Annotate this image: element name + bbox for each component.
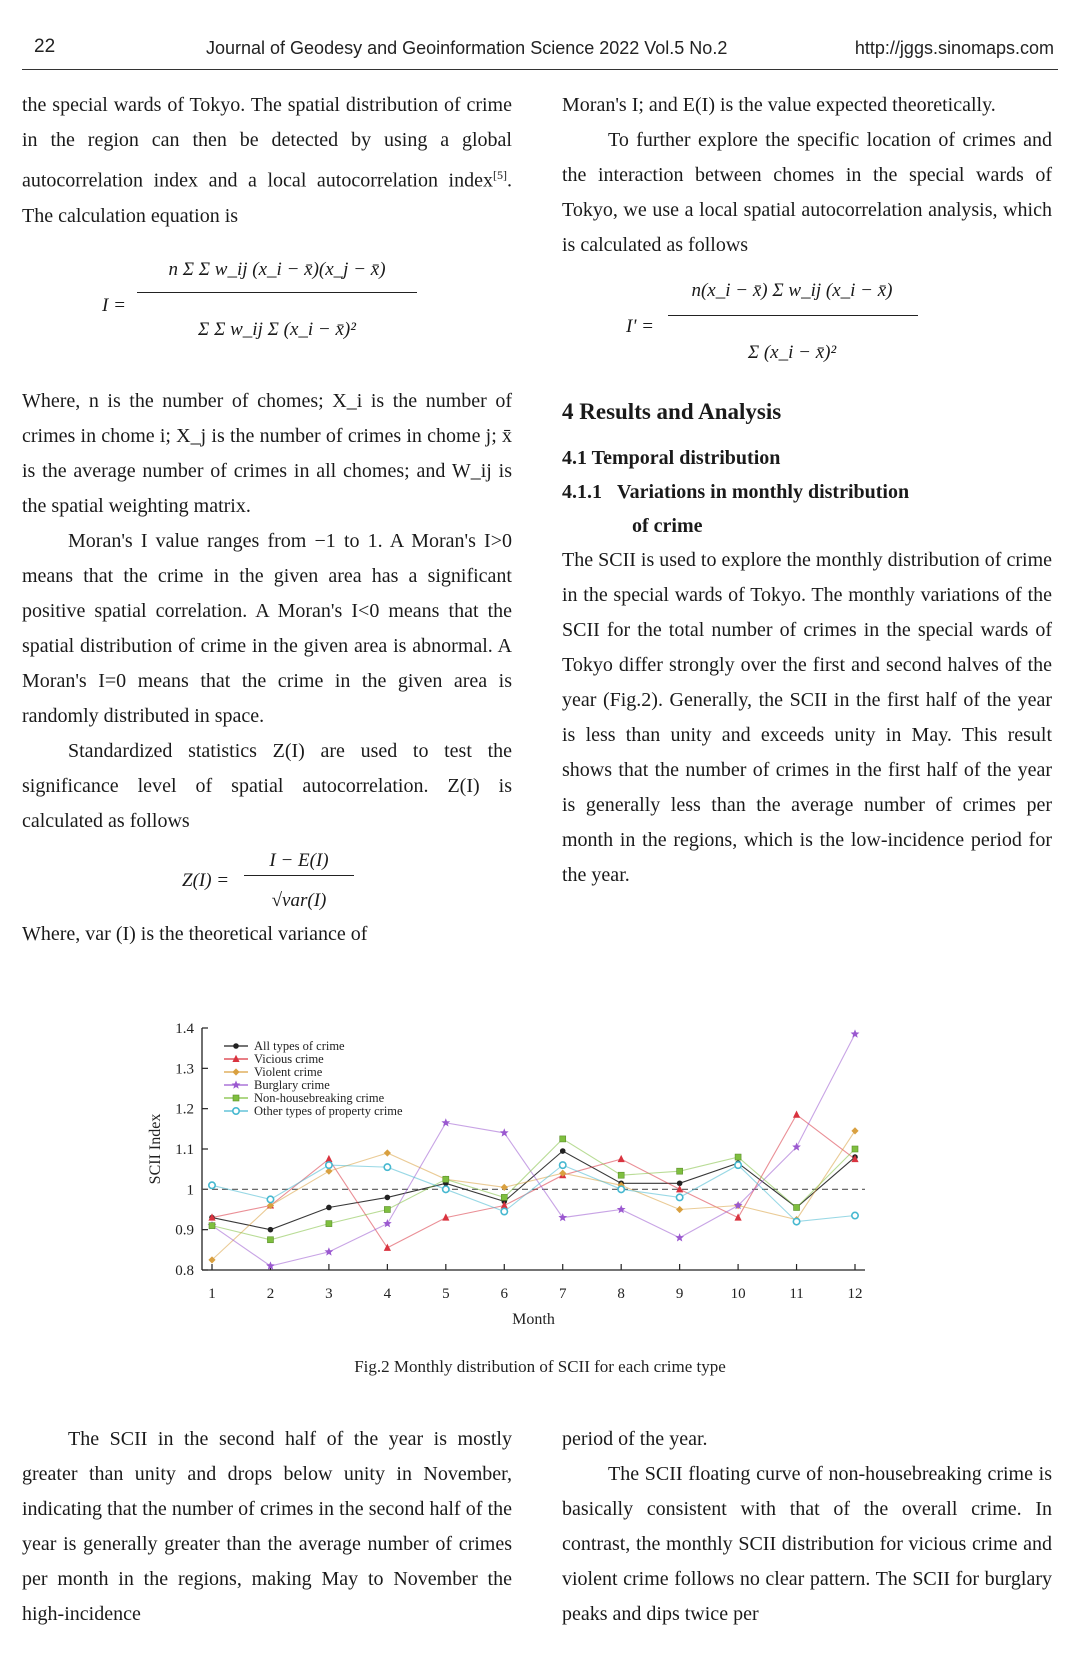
heading-number: 4.1.1 (562, 481, 602, 503)
data-point-non-housebreaking-crime (326, 1221, 332, 1227)
legend-label-vicious-crime: Vicious crime (254, 1052, 324, 1066)
paragraph: period of the year. (562, 1428, 708, 1450)
legend-label-burglary-crime: Burglary crime (254, 1078, 330, 1092)
data-point-burglary-crime (500, 1128, 509, 1136)
running-header (22, 30, 1058, 70)
data-point-violent-crime (851, 1127, 858, 1134)
fraction-bar (244, 875, 354, 876)
legend-label-other-types-of-property-crime: Other types of property crime (254, 1104, 403, 1118)
data-point-other-types-of-property-crime (267, 1196, 273, 1202)
equation-numerator: I − E(I) (269, 849, 329, 871)
x-tick-label: 3 (325, 1286, 333, 1302)
equation-numerator: n(x_i − x̄) Σ w_ij (x_i − x̄) (691, 280, 893, 301)
data-point-non-housebreaking-crime (677, 1168, 683, 1174)
y-axis-label: SCII Index (147, 1113, 164, 1185)
data-point-other-types-of-property-crime (793, 1218, 799, 1224)
series-line-violent-crime (212, 1131, 855, 1260)
data-point-burglary-crime (325, 1247, 334, 1255)
equation-moran-local (562, 263, 1052, 387)
data-point-non-housebreaking-crime (267, 1237, 273, 1243)
data-point-other-types-of-property-crime (443, 1186, 449, 1192)
data-point-burglary-crime (851, 1029, 860, 1037)
figure-chart (140, 1020, 920, 1350)
reference-marker[interactable]: [5] (493, 168, 507, 182)
figure-caption: Fig.2 Monthly distribution of SCII for each crime type (354, 1357, 726, 1376)
data-point-violent-crime (676, 1206, 683, 1213)
data-point-vicious-crime (325, 1155, 332, 1162)
paragraph: the special wards of Tokyo. The spatial distribution of crime in the region can then be detected by using a global autocorrelation index and a local autocorrelation index[5]. The calculation equation is (22, 94, 512, 227)
legend-label-non-housebreaking-crime: Non-housebreaking crime (254, 1091, 385, 1105)
x-tick-label: 7 (558, 1286, 567, 1302)
legend-label-all-types-of-crime: All types of crime (254, 1039, 345, 1053)
data-point-non-housebreaking-crime (560, 1136, 566, 1142)
paragraph: The SCII is used to explore the monthly distribution of crime in the special wards of Tokyo. The monthly variations of the SCII for the total number of crimes in the special wards of Tokyo differ strongly over the first and second halves of the year (Fig.2). Generally, the SCII in the first half of the year is less than unity and exceeds unity in May. This result shows that the number of crimes in the first half of the year is generally less than the average number of crimes per month in the regions, which is the low-incidence period for the year. (562, 549, 1052, 886)
data-point-other-types-of-property-crime (326, 1162, 332, 1168)
data-point-non-housebreaking-crime (443, 1176, 449, 1182)
x-tick-label: 6 (500, 1286, 509, 1302)
equation-lhs: I = (102, 294, 126, 316)
data-point-all-types-of-crime (385, 1195, 391, 1201)
journal-url[interactable]: http://jggs.sinomaps.com (854, 38, 1054, 58)
data-point-all-types-of-crime (326, 1205, 332, 1211)
x-tick-label: 11 (789, 1286, 804, 1302)
y-tick-label: 0.8 (175, 1263, 194, 1279)
journal-title: Journal of Geodesy and Geoinformation Science 2022 Vol.5 No.2 (206, 38, 728, 58)
data-point-burglary-crime (617, 1205, 626, 1213)
x-tick-label: 12 (847, 1286, 863, 1302)
data-point-burglary-crime (558, 1213, 567, 1221)
equation-lhs: I' = (626, 316, 654, 337)
page-number: 22 (34, 36, 56, 57)
x-axis-label: Month (512, 1311, 555, 1328)
data-point-violent-crime (384, 1149, 391, 1156)
y-tick-label: 1.1 (175, 1142, 194, 1158)
y-tick-label: 1.2 (175, 1101, 194, 1118)
fraction-bar (137, 292, 417, 293)
data-point-non-housebreaking-crime (209, 1223, 215, 1229)
data-point-other-types-of-property-crime (735, 1162, 741, 1168)
left-column-bottom (22, 1422, 512, 1632)
fraction-bar (668, 315, 918, 316)
data-point-all-types-of-crime (268, 1227, 274, 1233)
x-tick-label: 8 (617, 1286, 625, 1302)
data-point-non-housebreaking-crime (735, 1154, 741, 1160)
paragraph: The SCII in the second half of the year is mostly greater than unity and drops below unity in November, indicating that the number of crimes in the second half of the year is generally greater than the average number of crimes per month in the regions, making May to November the high-incidence (22, 1428, 512, 1625)
subsection-heading: 4.1 Temporal distribution (562, 447, 781, 469)
x-tick-label: 4 (383, 1286, 392, 1302)
legend-marker-other-types-of-property-crime (233, 1108, 239, 1114)
paragraph: The SCII floating curve of non-housebreaking crime is basically consistent with that of the overall crime. In contrast, the monthly SCII distribution for vicious crime and violent crime follows no clear pattern. The SCII for burglary peaks and dips twice per (562, 1463, 1052, 1625)
y-tick-label: 0.9 (175, 1222, 194, 1239)
paragraph: Where, n is the number of chomes; X_i is the number of crimes in chome i; X_j is the number of crimes in chome j; x̄ is the average number of crimes in all chomes; and W_ij is the spatial weighting matrix. (22, 389, 512, 517)
subsubsection-heading (562, 475, 1052, 543)
series-line-other-types-of-property-crime (212, 1165, 855, 1222)
scii-line-chart (140, 1020, 920, 1350)
section-heading: 4 Results and Analysis (562, 399, 782, 424)
y-tick-label: 1.3 (175, 1061, 194, 1078)
heading-text: Variations in monthly distribution (617, 481, 910, 503)
data-point-other-types-of-property-crime (501, 1208, 507, 1214)
paragraph: Moran's I value ranges from −1 to 1. A Moran's I>0 means that the crime in the given area has a significant positive spatial correlation. A Moran's I<0 means that the spatial distribution of crime in the given area is abnormal. A Moran's I=0 means that the crime in the given area is randomly distributed in space. (22, 529, 512, 727)
data-point-other-types-of-property-crime (676, 1194, 682, 1200)
data-point-non-housebreaking-crime (618, 1172, 624, 1178)
data-point-non-housebreaking-crime (852, 1146, 858, 1152)
equation-denominator: Σ Σ w_ij Σ (x_i − x̄)² (198, 318, 356, 340)
x-tick-label: 1 (208, 1286, 216, 1302)
data-point-burglary-crime (441, 1118, 450, 1126)
equation-numerator: n Σ Σ w_ij (x_i − x̄)(x_j − x̄) (168, 258, 386, 280)
data-point-vicious-crime (793, 1111, 800, 1118)
data-point-other-types-of-property-crime (209, 1182, 215, 1188)
data-point-burglary-crime (383, 1219, 392, 1227)
legend-marker-burglary-crime (232, 1080, 241, 1088)
x-tick-label: 10 (730, 1286, 746, 1302)
data-point-non-housebreaking-crime (501, 1194, 507, 1200)
data-point-burglary-crime (675, 1233, 684, 1241)
data-point-other-types-of-property-crime (852, 1212, 858, 1218)
paragraph: To further explore the specific location of crimes and the interaction between chomes in the special wards of Tokyo, we use a local spatial autocorrelation analysis, which is calculated as follows (562, 129, 1052, 256)
equation-denominator: Σ (x_i − x̄)² (747, 342, 837, 363)
data-point-non-housebreaking-crime (384, 1207, 390, 1213)
series-line-vicious-crime (212, 1115, 855, 1248)
equation-z-score (22, 839, 512, 917)
x-tick-label: 9 (675, 1286, 684, 1302)
data-point-all-types-of-crime (560, 1148, 566, 1154)
x-tick-label: 2 (266, 1286, 275, 1302)
paragraph: Moran's I; and E(I) is the value expected theoretically. (562, 94, 996, 116)
data-point-other-types-of-property-crime (618, 1186, 624, 1192)
data-point-vicious-crime (618, 1155, 625, 1162)
equation-moran-global (22, 234, 512, 384)
left-column (22, 88, 512, 952)
legend-marker-all-types-of-crime (233, 1043, 239, 1049)
y-tick-label: 1 (186, 1182, 194, 1199)
heading-text-continued: of crime (632, 515, 703, 537)
paragraph: Where, var (I) is the theoretical variance of (22, 922, 368, 945)
legend-label-violent-crime: Violent crime (254, 1065, 323, 1079)
header-rule (22, 69, 1058, 70)
y-tick-label: 1.4 (175, 1021, 194, 1037)
equation-denominator: √var(I) (271, 889, 327, 911)
x-tick-label: 5 (442, 1286, 450, 1302)
legend-marker-non-housebreaking-crime (233, 1095, 239, 1101)
equation-lhs: Z(I) = (182, 869, 230, 891)
data-point-other-types-of-property-crime (560, 1162, 566, 1168)
right-column (562, 88, 1052, 893)
data-point-non-housebreaking-crime (794, 1204, 800, 1210)
data-point-other-types-of-property-crime (384, 1164, 390, 1170)
paragraph: Standardized statistics Z(I) are used to test the significance level of spatial autocorrelation. Z(I) is calculated as follows (22, 739, 512, 832)
legend-marker-violent-crime (232, 1068, 239, 1075)
data-point-violent-crime (559, 1170, 566, 1177)
right-column-bottom (562, 1422, 1052, 1632)
